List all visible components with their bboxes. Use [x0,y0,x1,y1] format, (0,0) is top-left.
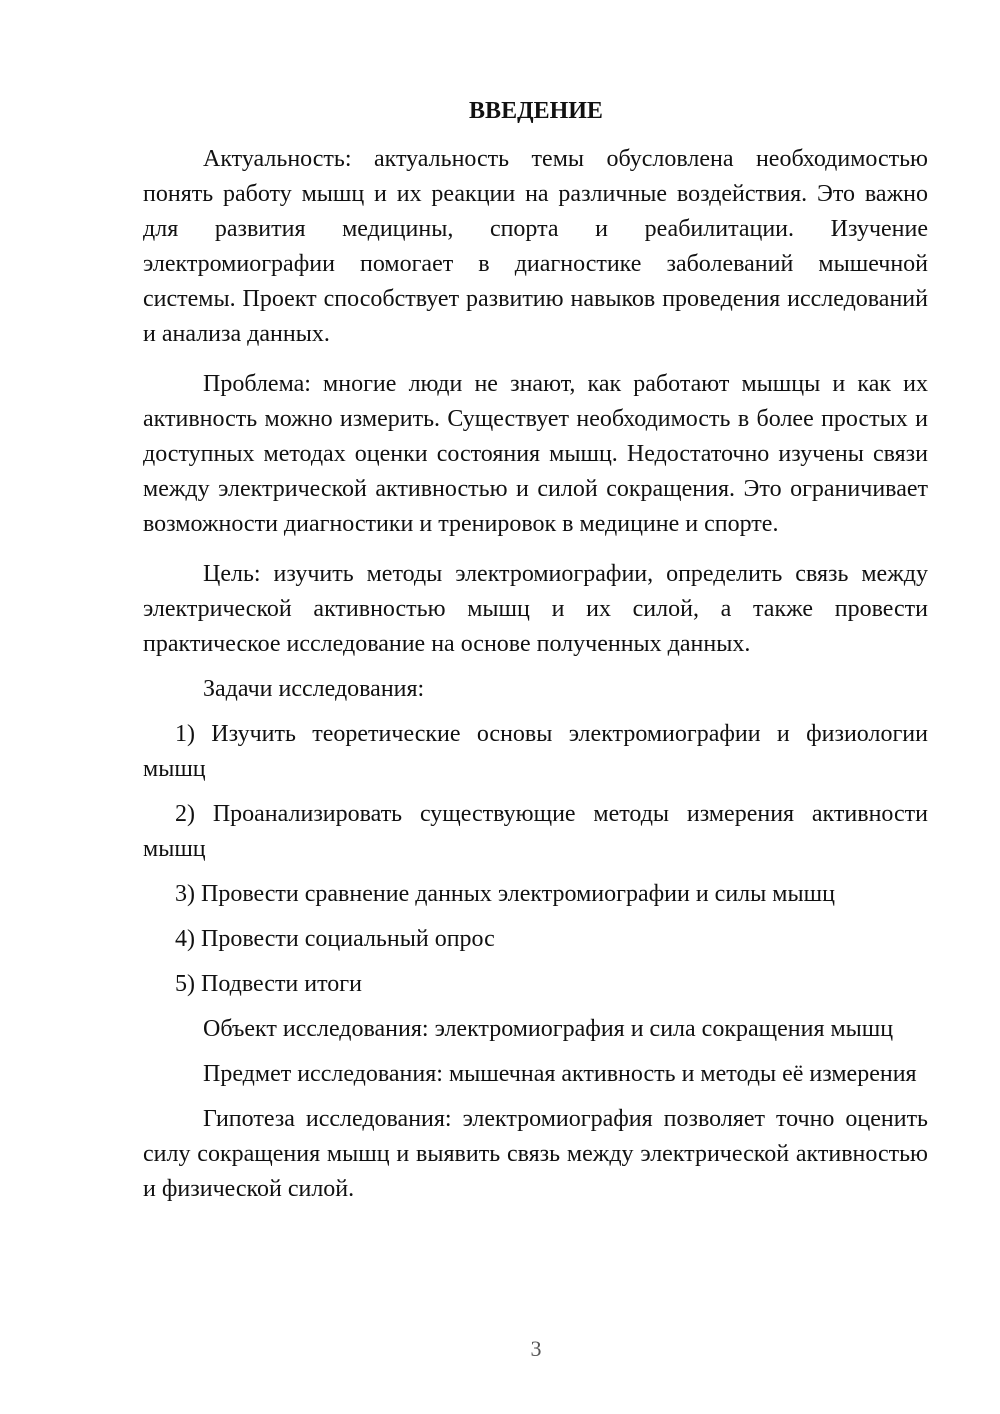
page-content [143,142,928,1207]
page-heading: ВВЕДЕНИЕ [469,98,603,124]
page-number: 3 [530,1336,542,1361]
paragraph-subject: Предмет исследования: мышечная активность и методы её измерения [203,1061,917,1087]
paragraph-problem: Проблема: многие люди не знают, как работают мышцы и как их активность можно измерить. Существует необходимость в более простых и доступных методах оценки состояния мышц. Недостаточно изучены связи между электрической активностью и силой сокращения. Это ограничивает возможности диагностики и тренировок в медицине и спорте. [143,371,928,537]
paragraph-relevance: Актуальность: актуальность темы обусловлена необходимостью понять работу мышц и их реакции на различные воздействия. Это важно для развития медицины, спорта и реабилитации. Изучение электромиографии помогает в диагностике заболеваний мышечной системы. Проект способствует развитию навыков проведения исследований и анализа данных. [143,146,928,347]
list-item: 4) Провести социальный опрос [175,926,495,952]
paragraph-hypothesis: Гипотеза исследования: электромиография позволяет точно оценить силу сокращения мышц и выявить связь между электрической активностью и физической силой. [143,1106,928,1202]
list-item: 2) Проанализировать существующие методы измерения активности мышц [143,801,928,862]
tasks-title: Задачи исследования: [203,676,425,702]
list-item: 1) Изучить теоретические основы электромиографии и физиологии мышц [143,721,928,782]
paragraph-object: Объект исследования: электромиография и сила сокращения мышц [203,1016,894,1042]
list-item: 5) Подвести итоги [175,971,362,997]
tasks-list [143,717,928,1002]
paragraph-goal: Цель: изучить методы электромиографии, определить связь между электрической активностью мышц и их силой, а также провести практическое исследование на основе полученных данных. [143,561,928,657]
list-item: 3) Провести сравнение данных электромиографии и силы мышц [175,881,835,907]
